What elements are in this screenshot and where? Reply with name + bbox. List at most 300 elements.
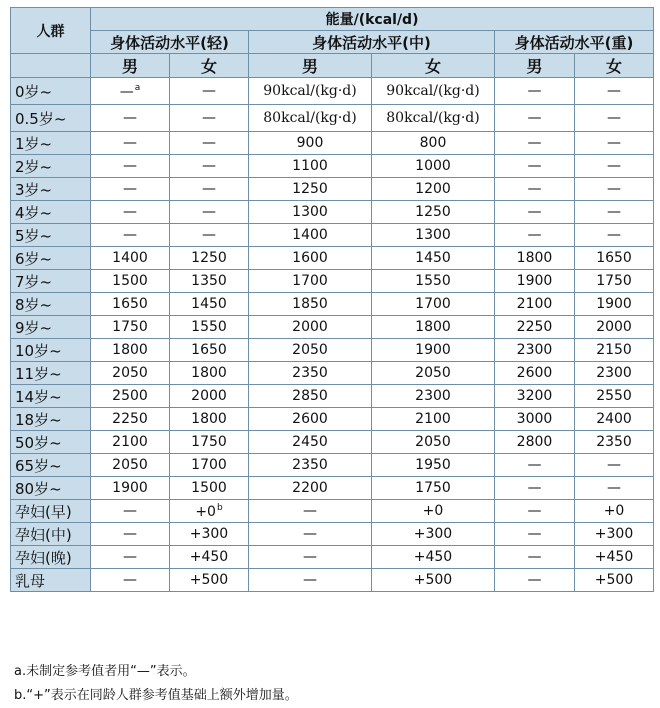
table-cell [170,132,249,155]
table-cell [91,155,170,178]
table-cell [91,270,170,293]
cell-value: 2100 [516,296,553,312]
table-row [11,408,654,431]
table-cell [91,201,170,224]
cell-value: — [607,204,622,220]
table-row [11,431,654,454]
cell-value: 80kcal/(kg·d) [386,110,480,126]
table-cell [575,500,654,523]
sex-label-male: 男 [495,54,575,78]
table-cell [170,385,249,408]
table-cell [249,178,372,201]
cell-value: — [123,572,137,588]
table-cell [495,477,575,500]
cell-value: 2100 [112,434,148,450]
cell-value: — [607,83,622,99]
row-group-label: 孕妇(晚) [11,546,91,569]
table-cell [372,569,495,592]
table-cell [170,201,249,224]
cell-value: 1700 [292,273,328,289]
table-cell [575,178,654,201]
cell-value: 800 [419,135,447,151]
cell-value: — [123,549,137,565]
cell-value: 2350 [596,434,632,450]
cell-value: +0 [603,503,625,519]
table-cell [372,500,495,523]
row-group-label: 80岁~ [11,477,91,500]
cell-value: 2050 [112,457,148,473]
cell-value: 1500 [112,273,148,289]
cell-value: 2850 [292,388,328,404]
table-cell [575,78,654,105]
table-row [11,105,654,132]
cell-value: — [527,227,542,243]
cell-value: — [119,83,134,100]
row-group-label: 2岁~ [11,155,91,178]
cell-value: — [527,181,542,197]
table-cell [495,224,575,247]
table-cell [372,316,495,339]
table-cell [495,78,575,105]
cell-value: — [303,526,317,542]
row-group-label: 3岁~ [11,178,91,201]
table-cell [575,155,654,178]
table-cell [170,155,249,178]
cell-value: 1400 [112,250,148,266]
table-cell [249,132,372,155]
table-cell [575,316,654,339]
cell-value: — [123,204,137,220]
table-cell [495,385,575,408]
cell-value: 2450 [292,434,328,450]
activity-level-moderate: 身体活动水平(中) [249,31,495,54]
cell-value: — [303,549,317,565]
table-cell [372,477,495,500]
table-cell [91,431,170,454]
cell-value: — [607,227,622,243]
table-row [11,569,654,592]
table-cell [249,105,372,132]
cell-value: 90kcal/(kg·d) [386,83,480,99]
table-row [11,454,654,477]
table-cell [495,293,575,316]
row-group-label: 7岁~ [11,270,91,293]
table-cell [575,270,654,293]
cell-value: 2600 [516,365,553,381]
cell-value: +300 [189,526,229,542]
cell-value: — [607,480,622,496]
table-cell [91,385,170,408]
cell-value: 2200 [292,480,328,496]
table-cell [170,500,249,523]
table-cell [170,247,249,270]
cell-value: 1850 [292,296,328,312]
table-cell [170,105,249,132]
table-cell [495,569,575,592]
cell-value: 80kcal/(kg·d) [263,110,357,126]
cell-value: 1700 [415,296,451,312]
table-cell [170,293,249,316]
table-cell [372,224,495,247]
table-body [11,78,654,592]
table-cell [249,362,372,385]
cell-value: — [202,204,216,220]
table-cell [249,500,372,523]
row-group-label: 65岁~ [11,454,91,477]
table-cell [372,201,495,224]
table-cell [495,431,575,454]
table-cell [372,78,495,105]
table-cell [372,132,495,155]
cell-value: 1800 [191,365,227,381]
table-cell [575,454,654,477]
table-cell [91,546,170,569]
cell-value: — [527,457,542,473]
cell-value: 1750 [596,273,632,289]
table-cell [91,293,170,316]
table-cell [372,523,495,546]
table-cell [575,477,654,500]
cell-value: 2000 [191,388,227,404]
table-cell [249,270,372,293]
cell-value: 2150 [596,342,632,358]
table-cell [372,105,495,132]
cell-value: 1750 [112,319,148,335]
cell-value: — [607,457,622,473]
row-group-label: 4岁~ [11,201,91,224]
cell-value: — [607,135,622,151]
table-cell [495,178,575,201]
cell-value: — [202,227,216,243]
table-cell [91,569,170,592]
cell-value: 1900 [415,342,451,358]
cell-value: 1400 [292,227,328,243]
table-cell [495,132,575,155]
cell-value: — [202,110,216,126]
table-row [11,247,654,270]
table-row [11,546,654,569]
cell-value: — [123,110,137,126]
row-group-label: 0岁~ [11,78,91,105]
table-cell [495,339,575,362]
row-group-label: 孕妇(中) [11,523,91,546]
table-cell [575,569,654,592]
table-cell [495,408,575,431]
table-row [11,201,654,224]
table-cell [91,132,170,155]
energy-title: 能量/(kcal/d) [91,8,654,31]
cell-value: 1800 [415,319,451,335]
table-cell [170,546,249,569]
table-cell [372,385,495,408]
cell-value: — [202,135,216,151]
table-cell [249,316,372,339]
cell-value: 1700 [191,457,227,473]
group-header: 人群 [11,8,91,54]
cell-value: +500 [189,572,229,588]
table-cell [495,454,575,477]
row-group-label: 乳母 [11,569,91,592]
row-group-label: 孕妇(早) [11,500,91,523]
cell-value: 1300 [415,227,451,243]
table-cell [372,293,495,316]
cell-value: 2550 [596,388,632,404]
table-row [11,477,654,500]
table-row [11,316,654,339]
row-group-label: 6岁~ [11,247,91,270]
table-cell [91,78,170,105]
cell-value: +450 [189,549,229,565]
sex-label-female: 女 [575,54,654,78]
table-cell [372,339,495,362]
table-cell [170,523,249,546]
cell-value: 2600 [292,411,328,427]
cell-value: 1250 [292,181,328,197]
table-cell [372,454,495,477]
table-cell [91,362,170,385]
footnote-marker: a [134,82,141,93]
cell-value: +0 [195,503,216,520]
table-cell [91,316,170,339]
table-cell [170,431,249,454]
table-cell [249,78,372,105]
cell-value: 1250 [415,204,451,220]
table-cell [495,362,575,385]
table-cell [91,523,170,546]
sex-label-female: 女 [372,54,495,78]
table-cell [170,408,249,431]
cell-value: 1900 [516,273,553,289]
cell-value: 1600 [292,250,328,266]
table-cell [495,270,575,293]
cell-value: 1250 [191,250,227,266]
footnote-marker: b [216,502,223,513]
cell-value: 3200 [516,388,553,404]
table-cell [249,339,372,362]
table-cell [170,78,249,105]
cell-value: 1750 [191,434,227,450]
row-group-label: 9岁~ [11,316,91,339]
table-cell [495,201,575,224]
cell-value: 1650 [596,250,632,266]
table-cell [495,316,575,339]
table-cell [170,477,249,500]
cell-value: — [607,181,622,197]
table-cell [249,546,372,569]
cell-value: — [202,181,216,197]
row-group-label: 50岁~ [11,431,91,454]
table-cell [575,431,654,454]
table-cell [249,293,372,316]
table-row [11,178,654,201]
cell-value: 1450 [415,250,451,266]
row-group-label: 8岁~ [11,293,91,316]
cell-value: — [527,158,542,174]
cell-value: +450 [594,549,634,565]
cell-value: — [303,503,317,519]
table-cell [575,224,654,247]
table-cell [249,569,372,592]
table-cell [170,454,249,477]
table-cell [575,523,654,546]
row-group-label: 5岁~ [11,224,91,247]
cell-value: 2350 [292,457,328,473]
table-cell [372,155,495,178]
table-cell [249,477,372,500]
row-group-label: 1岁~ [11,132,91,155]
table-cell [372,546,495,569]
cell-value: 2800 [516,434,553,450]
cell-value: 2300 [415,388,451,404]
cell-value: — [527,480,542,496]
cell-value: — [607,158,622,174]
table-cell [91,408,170,431]
table-cell [372,431,495,454]
cell-value: 2300 [596,365,632,381]
cell-value: — [527,503,542,519]
table-cell [249,523,372,546]
table-cell [575,385,654,408]
cell-value: 1900 [112,480,148,496]
table-cell [91,105,170,132]
cell-value: 900 [296,135,324,151]
table-cell [249,431,372,454]
group-header-spacer [11,54,91,78]
table-cell [249,224,372,247]
table-cell [372,178,495,201]
table-cell [249,408,372,431]
table-row [11,293,654,316]
row-group-label: 11岁~ [11,362,91,385]
table-cell [372,362,495,385]
cell-value: +500 [413,572,453,588]
table-row [11,224,654,247]
cell-value: 2350 [292,365,328,381]
cell-value: 2050 [415,365,451,381]
cell-value: +300 [594,526,634,542]
table-row [11,523,654,546]
cell-value: 2000 [292,319,328,335]
cell-value: 1100 [292,158,328,174]
table-cell [495,500,575,523]
cell-value: — [527,135,542,151]
cell-value: 90kcal/(kg·d) [263,83,357,99]
cell-value: 1200 [415,181,451,197]
table-cell [170,339,249,362]
table-cell [575,105,654,132]
cell-value: — [202,83,216,99]
row-group-label: 0.5岁~ [11,105,91,132]
cell-value: 1350 [191,273,227,289]
table-cell [575,408,654,431]
table-cell [495,155,575,178]
cell-value: +300 [413,526,453,542]
row-group-label: 10岁~ [11,339,91,362]
cell-value: — [607,110,622,126]
row-group-label: 14岁~ [11,385,91,408]
sex-label-female: 女 [170,54,249,78]
table-cell [495,546,575,569]
table-cell [372,270,495,293]
table-cell [249,155,372,178]
table-cell [170,178,249,201]
cell-value: 2100 [415,411,451,427]
table-cell [170,270,249,293]
cell-value: — [123,503,137,519]
cell-value: — [123,227,137,243]
table-cell [91,247,170,270]
activity-level-heavy: 身体活动水平(重) [495,31,654,54]
sex-label-male: 男 [249,54,372,78]
cell-value: — [527,110,542,126]
table-cell [91,178,170,201]
table-cell [170,569,249,592]
table-cell [575,546,654,569]
table-cell [575,132,654,155]
cell-value: 1550 [415,273,451,289]
table-cell [575,247,654,270]
cell-value: 2050 [415,434,451,450]
cell-value: 1800 [112,342,148,358]
table-row [11,362,654,385]
table-row [11,132,654,155]
cell-value: 2050 [112,365,148,381]
table-row [11,155,654,178]
cell-value: 2300 [516,342,553,358]
cell-value: 1300 [292,204,328,220]
table-cell [91,339,170,362]
row-group-label: 18岁~ [11,408,91,431]
table-cell [249,454,372,477]
table-cell [575,201,654,224]
table-cell [495,247,575,270]
table-row [11,500,654,523]
table-cell [170,224,249,247]
table-cell [91,454,170,477]
cell-value: — [123,181,137,197]
cell-value: 1800 [191,411,227,427]
cell-value: 2250 [516,319,553,335]
cell-value: 1450 [191,296,227,312]
table-cell [170,362,249,385]
table-cell [249,201,372,224]
cell-value: 1550 [191,319,227,335]
cell-value: 2500 [112,388,148,404]
cell-value: 2050 [292,342,328,358]
cell-value: 2000 [596,319,632,335]
sex-label-male: 男 [91,54,170,78]
cell-value: 1000 [415,158,451,174]
table-cell [575,293,654,316]
cell-value: 1750 [415,480,451,496]
footnotes [14,660,298,708]
cell-value: 1950 [415,457,451,473]
energy-reference-table [10,7,654,592]
cell-value: 1650 [112,296,148,312]
table-cell [249,247,372,270]
cell-value: 1500 [191,480,227,496]
footnote-a: a.未制定参考值者用“—”表示。 [14,664,196,679]
cell-value: — [303,572,317,588]
cell-value: — [202,158,216,174]
table-cell [575,339,654,362]
table-row [11,78,654,105]
table-cell [372,247,495,270]
table-cell [495,523,575,546]
cell-value: — [123,526,137,542]
cell-value: 1650 [191,342,227,358]
cell-value: 1900 [596,296,632,312]
